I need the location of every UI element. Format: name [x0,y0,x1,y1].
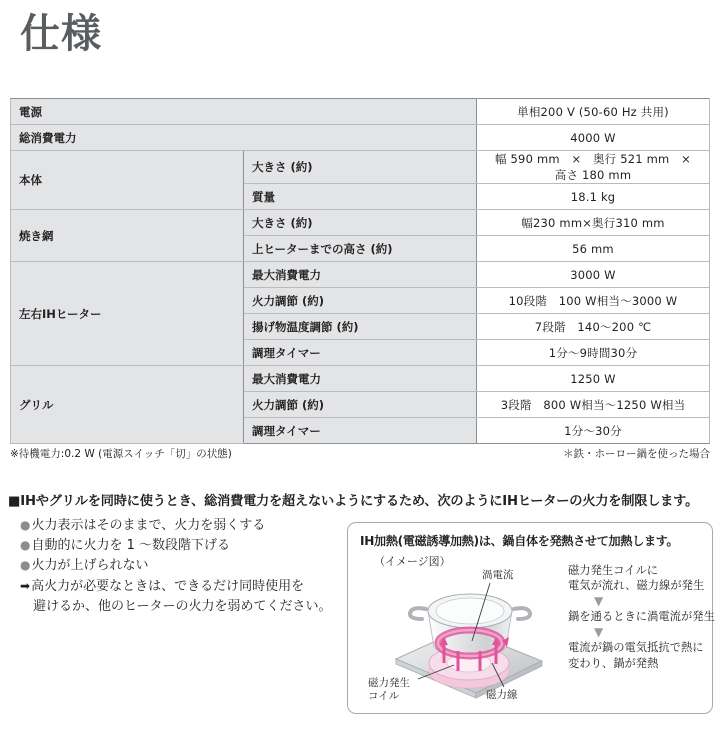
bullet-icon: ● [20,557,31,572]
row-value: 単相200 V (50-60 Hz 共用) [477,99,710,125]
specification-table [10,98,710,444]
ih-step-1 [568,563,718,593]
row-value: 3段階 800 W相当〜1250 W相当 [477,392,710,418]
ih-step-1-line-1: 磁力発生コイルに [568,564,659,577]
notice-bullet-list [8,516,354,617]
row-sublabel: 調理タイマー [244,418,477,444]
spec-table-body [11,99,710,444]
row-sublabel: 火力調節 (約) [244,288,477,314]
row-sublabel: 火力調節 (約) [244,392,477,418]
row-label: 電源 [11,99,477,125]
caption-magnetic-flux: 磁力線 [486,689,518,701]
ih-step-3-line-2: 変わり、鍋が発熱 [568,656,659,670]
list-item [20,536,354,556]
row-category: 本体 [11,151,244,210]
list-item-label: 自動的に火力を 1 〜数段階下げる [31,537,231,553]
ih-step-list [568,563,718,671]
list-item-label: 火力が上げられない [31,557,149,573]
list-item [20,556,354,576]
recommendation-line-1: 高火力が必要なときは、できるだけ同時使用を [31,579,305,595]
bullet-icon: ● [20,537,31,552]
row-sublabel: 調理タイマー [244,340,477,366]
list-item-recommendation [20,577,354,597]
row-sublabel: 揚げ物温度調節 (約) [244,314,477,340]
caption-magnetic-coil [368,677,410,702]
row-sublabel: 最大消費電力 [244,366,477,392]
row-value: 7段階 140〜200 ℃ [477,314,710,340]
row-value: 1分〜9時間30分 [477,340,710,366]
row-category: グリル [11,366,244,444]
ih-step-1-line-2: 電気が流れ、磁力線が発生 [568,579,705,593]
ih-step-2 [568,609,718,624]
triangle-down-icon: ▼ [594,594,604,609]
caption-coil-line-1: 磁力発生 [368,677,410,689]
row-label: 総消費電力 [11,125,477,151]
list-item [20,516,354,536]
footnote-pot-type: ＊鉄・ホーロー鍋を使った場合 [563,448,710,460]
row-value: 3000 W [477,262,710,288]
ih-explanation-box [347,522,713,714]
row-category: 左右IHヒーター [11,262,244,366]
row-sublabel: 最大消費電力 [244,262,477,288]
row-value: 幅 590 mm × 奥行 521 mm × 高さ 180 mm [477,151,710,184]
table-row [11,151,710,184]
row-value: 56 mm [477,236,710,262]
ih-illustration [366,567,566,713]
table-row [11,125,710,151]
triangle-down-icon: ▼ [594,625,604,640]
ih-box-body [360,553,715,713]
caption-coil-line-2: コイル [368,689,400,702]
row-value: 幅230 mm×奥行310 mm [477,210,710,236]
page-title: 仕様 [20,11,102,57]
row-value: 10段階 100 W相当〜3000 W [477,288,710,314]
row-value: 1分〜30分 [477,418,710,444]
table-row [11,99,710,125]
ih-step-3-line-1: 電流が鍋の電気抵抗で熱に [568,641,704,655]
ih-image-caption: （イメージ図） [374,555,451,568]
footnote-standby-power: ※待機電力:0.2 W (電源スイッチ「切」の状態) [10,448,232,460]
notice-heading: ■IHやグリルを同時に使うとき、総消費電力を超えないようにするため、次のようにIHヒーターの火力を制限します。 [8,494,699,509]
row-sublabel: 質量 [244,184,477,210]
table-row [11,262,710,288]
caption-eddy-current: 渦電流 [482,569,514,581]
recommendation-line-2: 避けるか、他のヒーターの火力を弱めてください。 [33,599,332,614]
row-value: 4000 W [477,125,710,151]
row-category: 焼き網 [11,210,244,262]
spec-page [0,11,720,734]
list-item-label: 火力表示はそのままで、火力を弱くする [31,518,266,533]
row-sublabel: 大きさ (約) [244,151,477,184]
ih-step-3 [568,640,718,670]
ih-step-2-line-1: 鍋を通るときに渦電流が発生 [568,610,715,624]
row-sublabel: 大きさ (約) [244,210,477,236]
row-sublabel: 上ヒーターまでの高さ (約) [244,236,477,262]
arrow-right-icon: ➡ [20,579,31,594]
table-footnotes [10,446,710,461]
bullet-icon: ● [20,518,31,532]
table-row [11,210,710,236]
table-row [11,366,710,392]
row-value: 1250 W [477,366,710,392]
ih-box-title: IH加熱(電磁誘導加熱)は、鍋自体を発熱させて加熱します。 [360,534,679,548]
row-value: 18.1 kg [477,184,710,210]
